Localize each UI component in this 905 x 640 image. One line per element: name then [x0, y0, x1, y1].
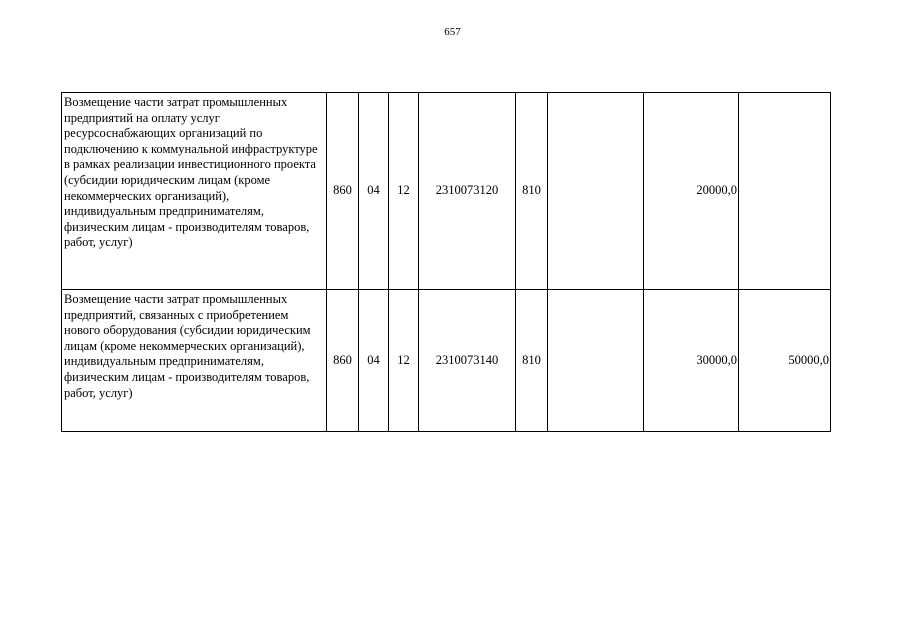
expense-type-code: 810: [516, 290, 548, 432]
section-code: 04: [359, 93, 389, 290]
ministry-code: 860: [327, 290, 359, 432]
amount-cell: [548, 290, 644, 432]
target-article-code: 2310073140: [419, 290, 516, 432]
amount-cell: 30000,0: [644, 290, 739, 432]
table-row: [62, 290, 831, 432]
subsection-code: 12: [389, 290, 419, 432]
amount-cell: [548, 93, 644, 290]
page-number: 657: [444, 26, 461, 38]
ministry-code: 860: [327, 93, 359, 290]
expense-type-code: 810: [516, 93, 548, 290]
budget-table: [61, 92, 831, 432]
subsection-code: 12: [389, 93, 419, 290]
row-description: Возмещение части затрат промышленных предприятий на оплату услуг ресурсоснабжающих организаций по подключению к коммунальной инфраструктуре в рамках реализации инвестиционного проекта (субсидии юридическим лицам (кроме некоммерческих организаций), индивидуальным предпринимателям, физическим лицам - производителям товаров, работ, услуг): [62, 93, 327, 290]
row-description: Возмещение части затрат промышленных предприятий, связанных с приобретением нового оборудования (субсидии юридическим лицам (кроме некоммерческих организаций), индивидуальным предпринимателям, физическим лицам - производителям товаров, работ, услуг): [62, 290, 327, 432]
table-row: [62, 93, 831, 290]
amount-cell: [739, 93, 831, 290]
target-article-code: 2310073120: [419, 93, 516, 290]
amount-cell: 50000,0: [739, 290, 831, 432]
section-code: 04: [359, 290, 389, 432]
amount-cell: 20000,0: [644, 93, 739, 290]
